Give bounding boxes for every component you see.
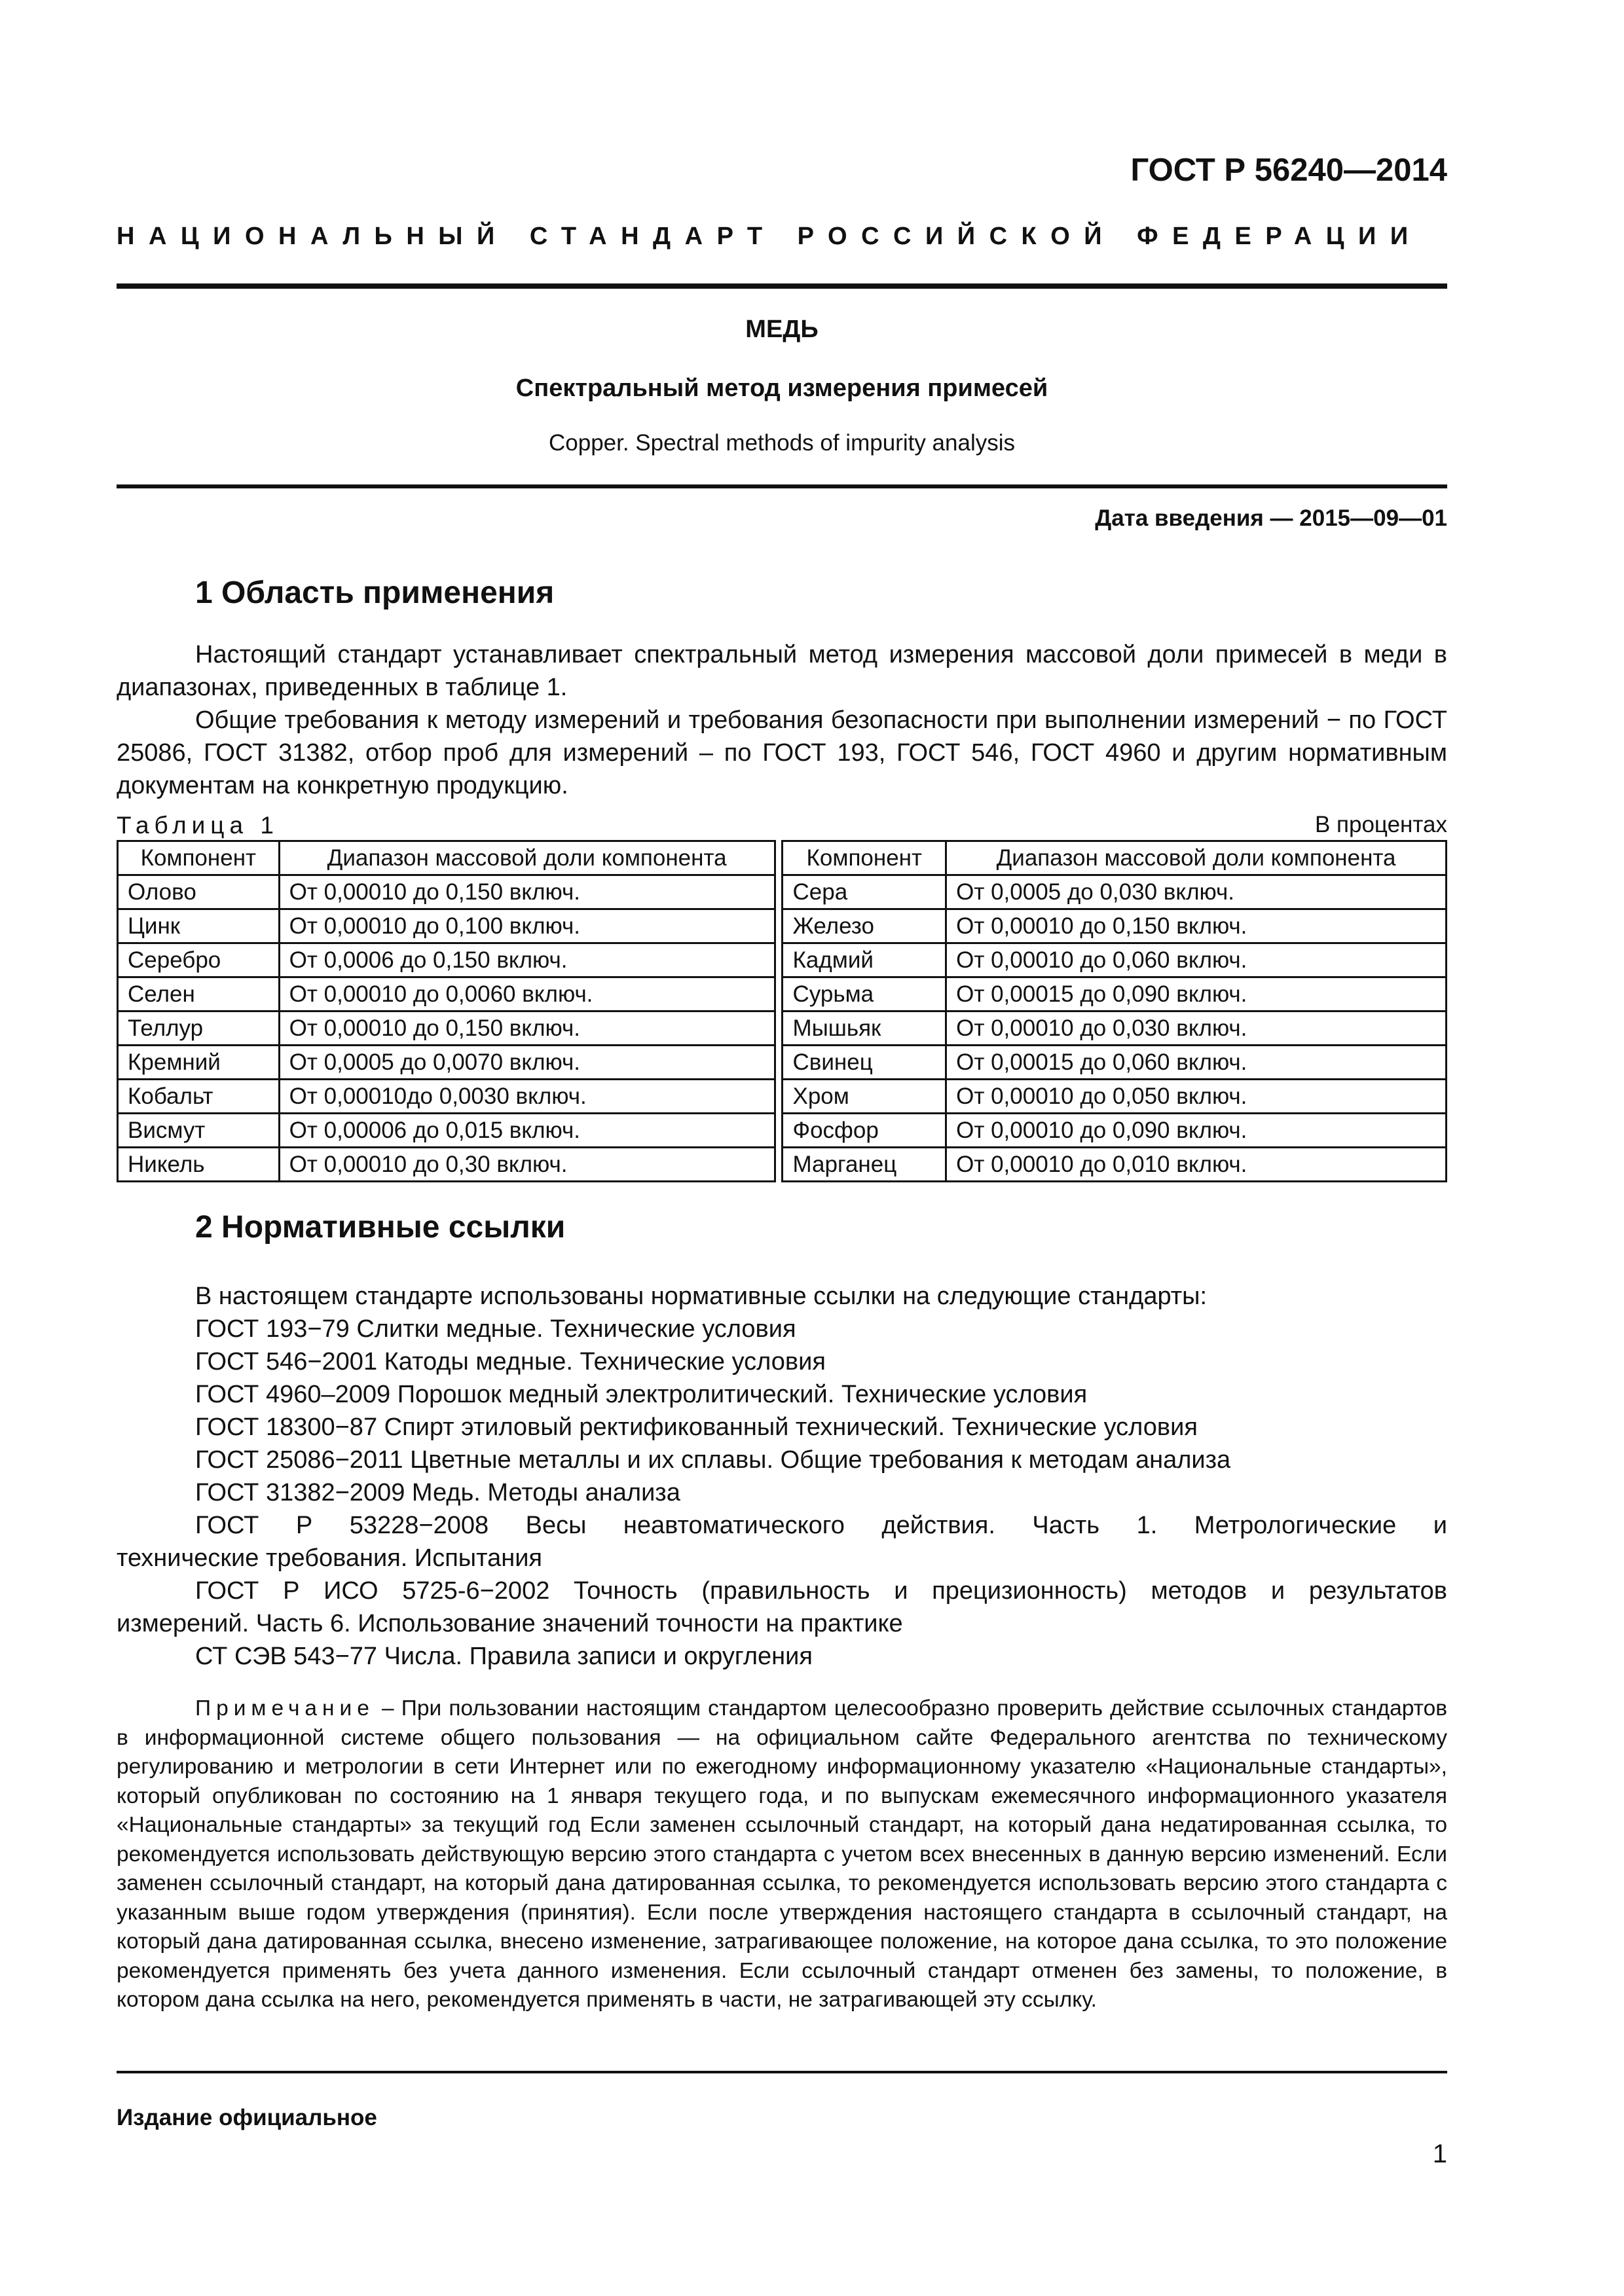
gost-number: ГОСТ Р 56240—2014 xyxy=(1130,153,1447,188)
reference-item: ГОСТ Р ИСО 5725-6−2002 Точность (правильность и прецизионность) методов и результатов xyxy=(195,1577,1447,1605)
note-label: Примечание xyxy=(195,1696,375,1721)
table-row xyxy=(118,909,1447,943)
table-row xyxy=(118,943,1447,977)
table-row xyxy=(118,977,1447,1011)
table-header-cell: Компонент xyxy=(118,841,280,875)
component-cell: Кобальт xyxy=(118,1080,280,1114)
range-cell: От 0,00010 до 0,030 включ. xyxy=(946,1011,1447,1046)
component-cell: Серебро xyxy=(118,943,280,977)
header-divider xyxy=(117,283,1447,289)
section-1-body xyxy=(117,638,1447,802)
component-cell: Мышьяк xyxy=(783,1011,946,1046)
reference-item: ГОСТ 25086−2011 Цветные металлы и их сплавы. Общие требования к методам анализа xyxy=(195,1446,1231,1474)
range-cell: От 0,00006 до 0,015 включ. xyxy=(279,1114,775,1148)
references-note xyxy=(117,1694,1447,2015)
range-cell: От 0,00010 до 0,090 включ. xyxy=(946,1114,1447,1148)
component-cell: Кремний xyxy=(118,1046,280,1080)
component-cell: Кадмий xyxy=(783,943,946,977)
reference-item: ГОСТ Р 53228−2008 Весы неавтоматического действия. Часть 1. Метрологические и xyxy=(195,1512,1447,1539)
table-row xyxy=(118,1011,1447,1046)
reference-item-continuation: измерений. Часть 6. Использование значений точности на практике xyxy=(117,1610,903,1637)
section-1-paragraph: Общие требования к методу измерений и требования безопасности при выполнении измерений − по ГОСТ 25086, ГОСТ 31382, отбор проб для измерений – по ГОСТ 193, ГОСТ 546, ГОСТ 4960 и другим нормативным документам на конкретную продукцию. xyxy=(117,706,1447,799)
range-cell: От 0,00010 до 0,100 включ. xyxy=(279,909,775,943)
document-subtitle: Спектральный метод измерения примесей xyxy=(515,374,1048,402)
component-cell: Фосфор xyxy=(783,1114,946,1148)
range-cell: От 0,00010 до 0,0060 включ. xyxy=(279,977,775,1011)
table-row xyxy=(118,1148,1447,1182)
introduction-date: Дата введения — 2015—09—01 xyxy=(1095,505,1447,531)
component-cell: Свинец xyxy=(783,1046,946,1080)
range-cell: От 0,00010 до 0,060 включ. xyxy=(946,943,1447,977)
table-header-row xyxy=(118,841,1447,875)
component-cell: Сера xyxy=(783,875,946,909)
document-title: МЕДЬ xyxy=(745,316,819,343)
note-text: При пользовании настоящим стандартом целесообразно проверить действие ссылочных стандартов в информационной системе общего пользования — на официальном сайте Федерального агентства по техническому регулированию и метрологии в сети Интернет или по ежегодному информационному указателю «Национальные стандарты», который опубликован по состоянию на 1 января текущего года, и по выпускам ежемесячного информационного указателя «Национальные стандарты» за текущий год Если заменен ссылочный стандарт, на который дана недатированная ссылка, то рекомендуется использовать действующую версию этого стандарта с учетом всех внесенных в данную версию изменений. Если заменен ссылочный стандарт, на который дана датированная ссылка, то рекомендуется использовать версию этого стандарта с указанным выше годом утверждения (принятия). Если после утверждения настоящего стандарта в ссылочный стандарт, на который дана датированная ссылка, внесено изменение, затрагивающее положение, на которое дана ссылка, то это положение рекомендуется применять без учета данного изменения. Если ссылочный стандарт отменен без замены, то положение, в котором дана ссылка на него, рекомендуется применять в части, не затрагивающей эту ссылку. xyxy=(117,1696,1447,2012)
component-cell: Сурьма xyxy=(783,977,946,1011)
note-dash: – xyxy=(374,1696,401,1721)
table-header-cell: Компонент xyxy=(783,841,946,875)
table-row xyxy=(118,1080,1447,1114)
normative-references xyxy=(117,1280,1447,1673)
document-title-english: Copper. Spectral methods of impurity analysis xyxy=(549,430,1015,456)
component-cell: Никель xyxy=(118,1148,280,1182)
component-cell: Селен xyxy=(118,977,280,1011)
section-2-heading: 2 Нормативные ссылки xyxy=(195,1210,566,1245)
range-cell: От 0,0006 до 0,150 включ. xyxy=(279,943,775,977)
component-cell: Олово xyxy=(118,875,280,909)
table-label: Таблица 1 xyxy=(117,812,279,839)
section-1-heading: 1 Область применения xyxy=(195,575,555,610)
component-cell: Цинк xyxy=(118,909,280,943)
table-header-cell: Диапазон массовой доли компонента xyxy=(946,841,1447,875)
range-cell: От 0,0005 до 0,0070 включ. xyxy=(279,1046,775,1080)
references-intro: В настоящем стандарте использованы нормативные ссылки на следующие стандарты: xyxy=(195,1283,1208,1310)
component-cell: Железо xyxy=(783,909,946,943)
national-standard-banner: НАЦИОНАЛЬНЫЙ СТАНДАРТ РОССИЙСКОЙ ФЕДЕРАЦИИ xyxy=(117,223,1422,250)
component-cell: Теллур xyxy=(118,1011,280,1046)
footer-divider xyxy=(117,2071,1447,2073)
table-header-cell: Диапазон массовой доли компонента xyxy=(279,841,775,875)
range-cell: От 0,00010 до 0,150 включ. xyxy=(279,875,775,909)
component-cell: Висмут xyxy=(118,1114,280,1148)
range-cell: От 0,00010 до 0,150 включ. xyxy=(279,1011,775,1046)
reference-item: ГОСТ 18300−87 Спирт этиловый ректификованный технический. Технические условия xyxy=(195,1413,1198,1441)
reference-item: ГОСТ 193−79 Слитки медные. Технические условия xyxy=(195,1315,796,1343)
title-divider xyxy=(117,484,1447,488)
table-unit: В процентах xyxy=(1314,812,1447,837)
section-1-paragraph: Настоящий стандарт устанавливает спектральный метод измерения массовой доли примесей в меди в диапазонах, приведенных в таблице 1. xyxy=(117,641,1447,701)
range-cell: От 0,00010до 0,0030 включ. xyxy=(279,1080,775,1114)
range-cell: От 0,00010 до 0,150 включ. xyxy=(946,909,1447,943)
table-row xyxy=(118,875,1447,909)
range-cell: От 0,00010 до 0,30 включ. xyxy=(279,1148,775,1182)
reference-item: ГОСТ 546−2001 Катоды медные. Технические условия xyxy=(195,1348,826,1376)
range-cell: От 0,00010 до 0,010 включ. xyxy=(946,1148,1447,1182)
range-cell: От 0,00015 до 0,090 включ. xyxy=(946,977,1447,1011)
reference-item: СТ СЭВ 543−77 Числа. Правила записи и округления xyxy=(195,1643,813,1670)
page-number: 1 xyxy=(1432,2140,1447,2168)
table-row xyxy=(118,1046,1447,1080)
range-cell: От 0,00010 до 0,050 включ. xyxy=(946,1080,1447,1114)
range-cell: От 0,0005 до 0,030 включ. xyxy=(946,875,1447,909)
impurity-range-table xyxy=(117,840,1447,1182)
reference-item: ГОСТ 31382−2009 Медь. Методы анализа xyxy=(195,1479,680,1506)
table-row xyxy=(118,1114,1447,1148)
edition-label: Издание официальное xyxy=(117,2105,377,2130)
range-cell: От 0,00015 до 0,060 включ. xyxy=(946,1046,1447,1080)
component-cell: Хром xyxy=(783,1080,946,1114)
component-cell: Марганец xyxy=(783,1148,946,1182)
reference-item: ГОСТ 4960–2009 Порошок медный электролитический. Технические условия xyxy=(195,1381,1088,1408)
reference-item-continuation: технические требования. Испытания xyxy=(117,1544,543,1572)
